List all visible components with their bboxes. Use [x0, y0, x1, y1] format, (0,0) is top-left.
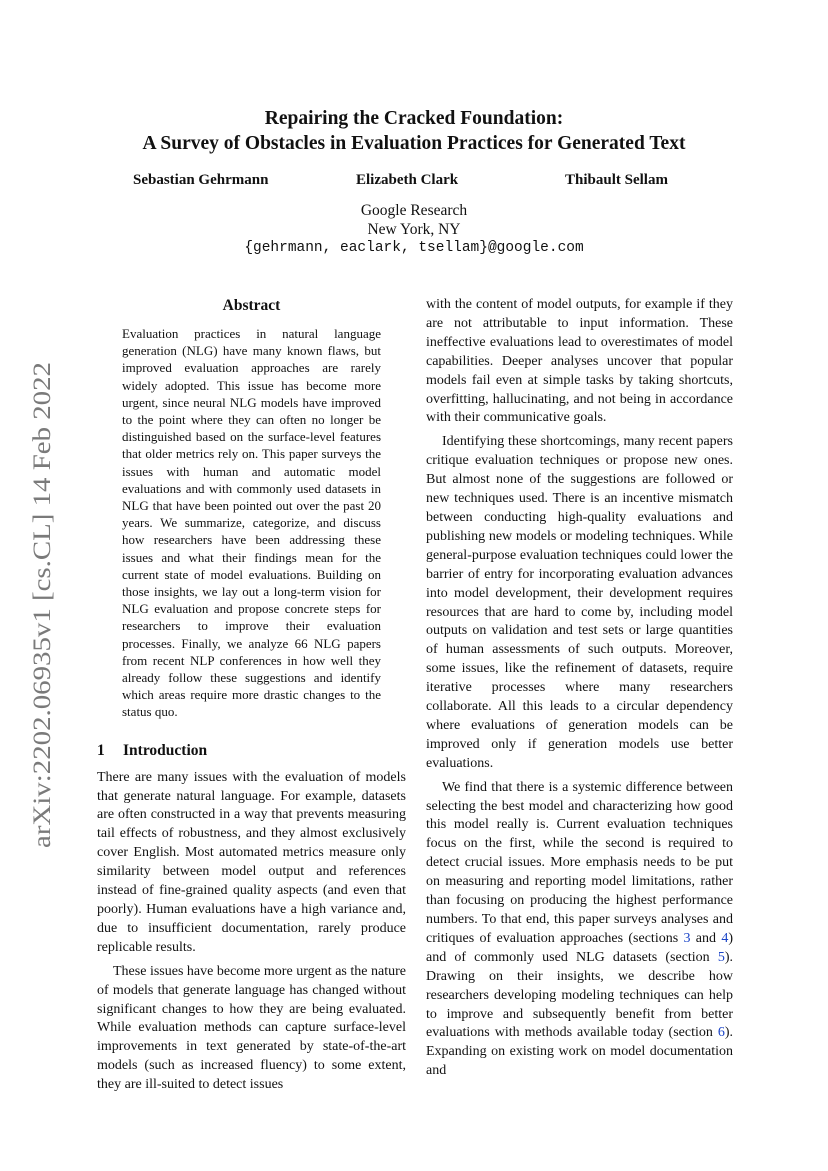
author-emails: {gehrmann, eaclark, tsellam}@google.com [244, 240, 584, 256]
body-paragraph-systemic-difference [426, 779, 733, 1082]
section-ref-link[interactable]: 5 [717, 949, 725, 965]
author-list [0, 172, 828, 194]
body-paragraph-shortcomings: Identifying these shortcomings, many recent papers critique evaluation techniques or propose new ones. But almost none of the suggestions are followed or new techniques used. There is an incentive mismatch between conducting high-quality evaluations and publishing new models or modeling techniques. While general-purpose evaluation techniques could lower the barrier of entry for incorporating evaluation advances into model development, their development requires resources that are hard to come by, including model outputs on validation and test sets or large quantities of human assessments of such outputs. Moreover, some issues, like the refinement of datasets, require iterative processes where many researchers collaborate. All this leads to a circular dependency where evaluations of generation models can be improved only if generation models use better evaluations. [426, 434, 733, 771]
affiliation-block [0, 201, 828, 258]
abstract-heading: Abstract [222, 297, 281, 314]
right-column [426, 296, 733, 1081]
location: New York, NY [367, 221, 461, 238]
author-name: Thibault Sellam [565, 172, 668, 188]
text-run: and [690, 930, 722, 946]
section-ref-link[interactable]: 4 [721, 930, 729, 946]
title-line-2: A Survey of Obstacles in Evaluation Practices for Generated Text [142, 133, 686, 154]
left-column [97, 296, 406, 1095]
paper-title [0, 106, 828, 156]
section-ref-link[interactable]: 6 [717, 1025, 725, 1041]
author-name: Elizabeth Clark [356, 172, 459, 188]
intro-paragraph-2: These issues have become more urgent as the nature of models that generate language has changed without significant changes to how they are being evaluated. While evaluation methods can capture surface-level improvements in text generated by state-of-the-art models (such as increased fluency) to some extent, they are ill-suited to detect issues [97, 963, 406, 1093]
section-number: 1 [97, 741, 105, 759]
text-run: We find that there is a systemic difference between selecting the best model and characterizing how good this model really is. Current evaluation techniques focus on the first, while the second is required to detect crucial issues. More emphasis needs to be put on measuring and reporting model limitations, rather than focusing on producing the highest performance numbers. To that end, this paper surveys analyses and critiques of evaluation approaches (sections [426, 779, 733, 946]
affiliation: Google Research [360, 202, 468, 219]
text-run: ). Drawing on their insights, we describe how researchers developing modeling techniques can help to improve and subsequently benefit from better evaluations with methods available today (section [426, 949, 733, 1041]
intro-paragraph-1: There are many issues with the evaluation of models that generate natural language. For example, datasets are often constructed in a way that prevents measuring tail effects of robustness, and they almost exclusively cover English. Most automated metrics measure only similarity between model output and references instead of fine-grained quality aspects (and even that poorly). Human evaluations have a high variance and, due to insufficient documentation, rarely produce replicable results. [97, 769, 406, 955]
text-run: ). Expanding on existing work on model documentation and [426, 1025, 733, 1079]
title-line-1: Repairing the Cracked Foundation: [264, 108, 564, 129]
arxiv-stamp-text: arXiv:2202.06935v1 [cs.CL] 14 Feb 2022 [27, 418, 56, 848]
section-heading-introduction [97, 741, 406, 761]
section-ref-link[interactable]: 3 [683, 930, 691, 946]
author-name: Sebastian Gehrmann [133, 172, 269, 188]
body-paragraph-continued: with the content of model outputs, for example if they are not attributable to input information. These ineffective evaluations lead to overestimates of model capabilities. Deeper analyses uncover that popular models fail even at simple tasks by taking shortcuts, overfitting, hallucinating, and not being in accordance with their communicative goals. [426, 297, 733, 426]
section-title: Introduction [123, 741, 208, 759]
arxiv-stamp [14, 360, 64, 850]
abstract-text: Evaluation practices in natural language generation (NLG) have many known flaws, but improved evaluation approaches are rarely widely adopted. This issue has become more urgent, since neural NLG models have improved to the point where they can often no longer be distinguished based on the surface-level features that older metrics rely on. This paper surveys the issues with human and automatic model evaluations and with commonly used datasets in NLG that have been pointed out over the past 20 years. We summarize, categorize, and discuss how researchers have been addressing these issues and what their findings mean for the current state of model evaluations. Building on those insights, we lay out a long-term vision for NLG evaluation and propose concrete steps for researchers to improve their evaluation processes. Finally, we analyze 66 NLG papers from recent NLP conferences in how well they already follow these suggestions and identify which areas require more drastic changes to the status quo. [122, 326, 381, 720]
text-run: ) and of commonly used NLG datasets (section [426, 930, 733, 965]
